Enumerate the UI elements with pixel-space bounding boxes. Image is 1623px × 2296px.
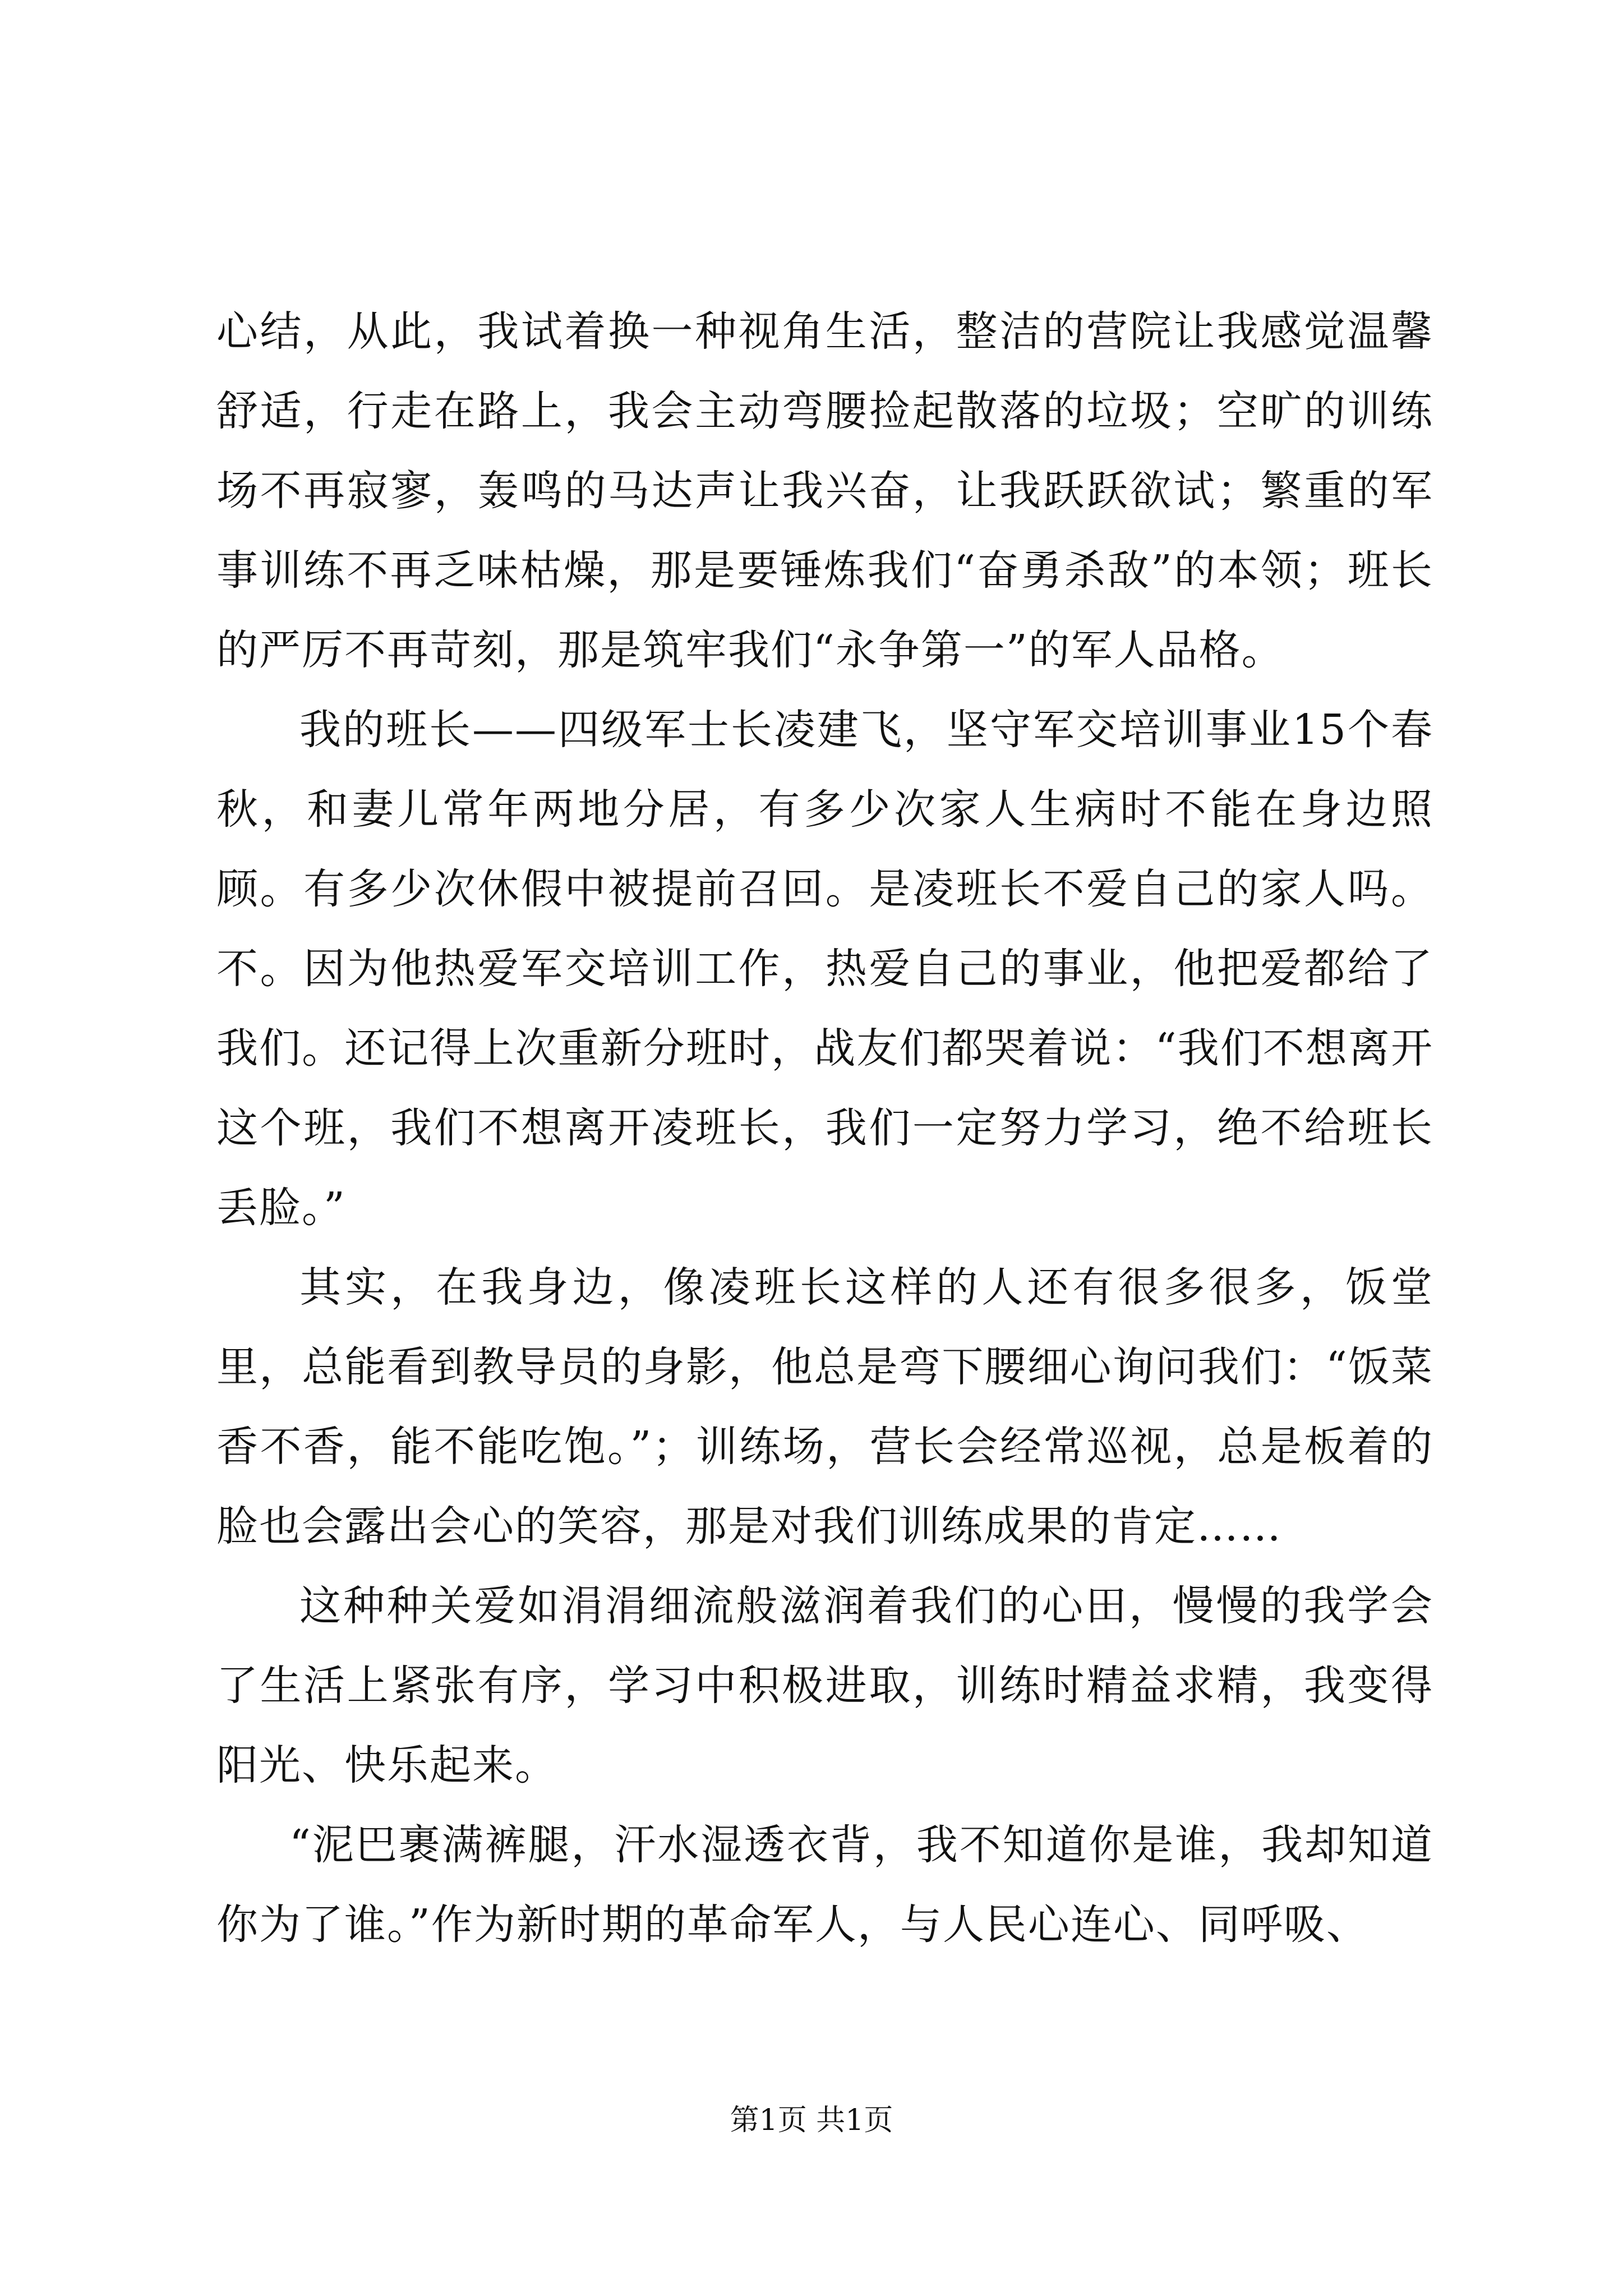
paragraph-2: 我的班长——四级军士长凌建飞，坚守军交培训事业15个春秋，和妻儿常年两地分居，有多少次家人生病时不能在身边照顾。有多少次休假中被提前召回。是凌班长不爱自己的家人吗。不。因为他热爱军交培训工作，热爱自己的事业，他把爱都给了我们。还记得上次重新分班时，战友们都哭着说：“我们不想离开这个班，我们不想离开凌班长，我们一定努力学习，绝不给班长丢脸。” (216, 706, 1433, 1232)
document-body (216, 292, 1433, 1964)
page-footer: 第1页 共1页 (730, 2104, 893, 2137)
paragraph-5: “泥巴裹满裤腿，汗水湿透衣背，我不知道你是谁，我却知道你为了谁。”作为新时期的革命军人，与人民心连心、同呼吸、 (216, 1821, 1433, 1949)
paragraph-1: 心结，从此，我试着换一种视角生活，整洁的营院让我感觉温馨舒适，行走在路上，我会主动弯腰捡起散落的垃圾；空旷的训练场不再寂寥，轰鸣的马达声让我兴奋，让我跃跃欲试；繁重的军事训练不再乏味枯燥，那是要锤炼我们“奋勇杀敌”的本领；班长的严厉不再苛刻，那是筑牢我们“永争第一”的军人品格。 (216, 307, 1433, 674)
paragraph-3: 其实，在我身边，像凌班长这样的人还有很多很多，饭堂里，总能看到教导员的身影，他总是弯下腰细心询问我们：“饭菜香不香，能不能吃饱。”；训练场，营长会经常巡视，总是板着的脸也会露出会心的笑容，那是对我们训练成果的肯定…… (216, 1263, 1433, 1550)
paragraph-4: 这种种关爱如涓涓细流般滋润着我们的心田，慢慢的我学会了生活上紧张有序，学习中积极进取，训练时精益求精，我变得阳光、快乐起来。 (216, 1582, 1433, 1789)
